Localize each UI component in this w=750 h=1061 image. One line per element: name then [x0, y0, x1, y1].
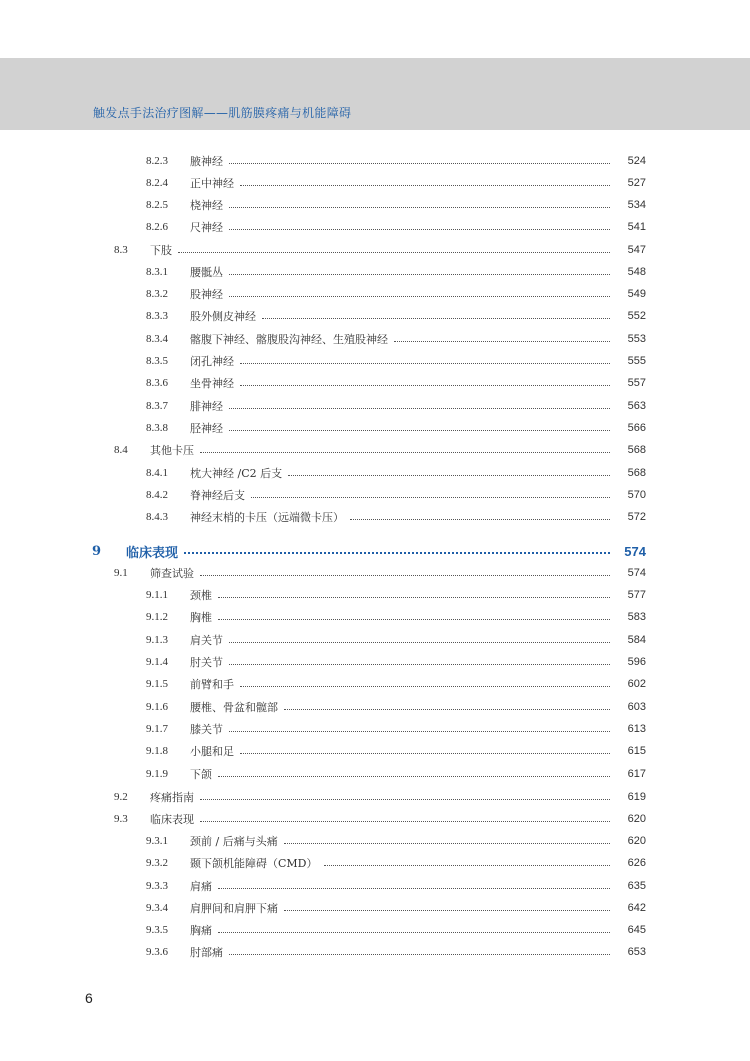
toc-entry-title: 肩痛	[190, 880, 212, 893]
toc-entry-page: 617	[627, 768, 646, 780]
toc-entry[interactable]	[146, 262, 646, 282]
dot-leader	[200, 799, 610, 800]
toc-entry-title: 腋神经	[190, 155, 223, 168]
toc-entry-number: 8.3.3	[146, 310, 168, 322]
toc-entry-title: 腓神经	[190, 400, 223, 413]
dot-leader	[229, 296, 610, 297]
toc-entry-title: 股神经	[190, 288, 223, 301]
toc-entry-number: 9.1.8	[146, 745, 168, 757]
toc-entry-page: 574	[627, 567, 646, 579]
toc-entry[interactable]	[146, 741, 646, 761]
toc-entry-page: 568	[627, 467, 646, 479]
toc-entry-number: 9.3.1	[146, 835, 168, 847]
toc-entry-number: 8.3.8	[146, 422, 168, 434]
toc-entry-number: 9.1.4	[146, 656, 168, 668]
toc-entry-number: 9.1.9	[146, 768, 168, 780]
toc-entry-page: 613	[627, 723, 646, 735]
toc-entry-number: 9.1.7	[146, 723, 168, 735]
toc-entry-title: 肩胛间和肩胛下痛	[190, 902, 278, 915]
toc-entry-page: 552	[627, 310, 646, 322]
toc-entry-title: 胸痛	[190, 924, 212, 937]
toc-entry-page: 541	[627, 221, 646, 233]
dot-leader	[284, 709, 610, 710]
toc-entry[interactable]	[146, 764, 646, 784]
dot-leader	[262, 318, 610, 319]
toc-entry-title: 正中神经	[190, 177, 234, 190]
toc-entry[interactable]	[114, 809, 646, 829]
toc-entry-number: 9.3.2	[146, 857, 168, 869]
toc-entry-page: 619	[627, 791, 646, 803]
toc-entry[interactable]	[146, 173, 646, 193]
toc-entry-page: 615	[627, 745, 646, 757]
dot-leader	[218, 932, 610, 933]
toc-entry-page: 566	[627, 422, 646, 434]
dot-leader	[240, 686, 610, 687]
dot-leader	[350, 519, 610, 520]
toc-entry[interactable]	[146, 329, 646, 349]
dot-leader	[218, 597, 610, 598]
dot-leader	[178, 252, 610, 253]
dot-leader	[284, 910, 610, 911]
toc-entry-number: 9.1	[114, 567, 128, 579]
toc-entry-number: 9.1.5	[146, 678, 168, 690]
dot-leader	[240, 753, 610, 754]
toc-entry[interactable]	[146, 507, 646, 527]
toc-entry-page: 653	[627, 946, 646, 958]
dot-leader	[229, 229, 610, 230]
toc-entry-title: 下肢	[150, 244, 172, 257]
toc-entry[interactable]	[146, 942, 646, 962]
dot-leader	[229, 274, 610, 275]
toc-entry-number: 8.3.5	[146, 355, 168, 367]
toc-entry[interactable]	[146, 284, 646, 304]
page-number: 6	[85, 990, 93, 1006]
dot-leader	[229, 954, 610, 955]
toc-entry-page: 524	[627, 155, 646, 167]
toc-entry-title: 腰椎、骨盆和髋部	[190, 701, 278, 714]
toc-entry[interactable]	[146, 373, 646, 393]
toc-entry-page: 602	[627, 678, 646, 690]
toc-entry[interactable]	[146, 630, 646, 650]
dot-leader	[200, 575, 610, 576]
toc-entry-page: 584	[627, 634, 646, 646]
dot-leader	[324, 865, 611, 866]
toc-entry-number: 9	[92, 543, 102, 559]
toc-entry-page: 568	[627, 444, 646, 456]
toc-entry[interactable]	[146, 463, 646, 483]
toc-entry-number: 8.3.6	[146, 377, 168, 389]
toc-entry-page: 583	[627, 611, 646, 623]
toc-entry-page: 620	[627, 813, 646, 825]
toc-entry-title: 颈前 / 后痛与头痛	[190, 835, 278, 848]
toc-entry-page: 635	[627, 880, 646, 892]
toc-entry-page: 557	[627, 377, 646, 389]
dot-leader	[229, 408, 610, 409]
dot-leader	[218, 776, 610, 777]
toc-entry[interactable]	[146, 920, 646, 940]
toc-entry-title: 临床表现	[126, 545, 179, 561]
toc-entry[interactable]	[114, 240, 646, 260]
toc-entry[interactable]	[146, 674, 646, 694]
toc-entry-number: 8.4.2	[146, 489, 168, 501]
dot-leader	[200, 452, 610, 453]
toc-entry-page: 549	[627, 288, 646, 300]
toc-entry-title: 桡神经	[190, 199, 223, 212]
toc-entry-number: 9.3.5	[146, 924, 168, 936]
toc-entry[interactable]	[146, 396, 646, 416]
toc-entry[interactable]	[146, 853, 646, 873]
toc-entry-number: 8.3.4	[146, 333, 168, 345]
toc-entry-page: 603	[627, 701, 646, 713]
toc-entry[interactable]	[146, 876, 646, 896]
toc-entry[interactable]	[146, 351, 646, 371]
toc-entry[interactable]	[146, 485, 646, 505]
toc-entry[interactable]	[114, 440, 646, 460]
toc-entry-title: 前臂和手	[190, 678, 234, 691]
toc-entry-page: 645	[627, 924, 646, 936]
toc-entry[interactable]	[92, 541, 646, 561]
toc-entry-title: 颞下颌机能障碍（CMD）	[190, 857, 318, 870]
toc-entry[interactable]	[146, 607, 646, 627]
toc-entry-title: 下颌	[190, 768, 212, 781]
toc-entry-title: 肘部痛	[190, 946, 223, 959]
toc-entry-number: 8.2.5	[146, 199, 168, 211]
toc-entry-number: 8.4.1	[146, 467, 168, 479]
toc-entry-page: 642	[627, 902, 646, 914]
toc-entry-page: 555	[627, 355, 646, 367]
toc-entry-number: 8.2.3	[146, 155, 168, 167]
toc-entry-page: 577	[627, 589, 646, 601]
dot-leader	[284, 843, 610, 844]
toc-entry[interactable]	[146, 151, 646, 171]
running-title: 触发点手法治疗图解——肌筋膜疼痛与机能障碍	[93, 106, 352, 120]
dot-leader	[229, 207, 610, 208]
dot-leader	[184, 552, 610, 554]
toc-entry-title: 小腿和足	[190, 745, 234, 758]
toc-entry-page: 527	[627, 177, 646, 189]
toc-entry-page: 563	[627, 400, 646, 412]
toc-entry-page: 534	[627, 199, 646, 211]
toc-entry-page: 553	[627, 333, 646, 345]
toc-entry-number: 9.2	[114, 791, 128, 803]
toc-entry-title: 股外侧皮神经	[190, 310, 256, 323]
toc-entry-number: 9.1.6	[146, 701, 168, 713]
toc-entry-title: 胸椎	[190, 611, 212, 624]
toc-entry-title: 枕大神经 /C2 后支	[190, 467, 283, 480]
dot-leader	[218, 619, 610, 620]
toc-entry-number: 8.2.4	[146, 177, 168, 189]
toc-entry-page: 572	[627, 511, 646, 523]
toc-entry[interactable]	[146, 898, 646, 918]
toc-entry-number: 8.2.6	[146, 221, 168, 233]
toc-entry-title: 肩关节	[190, 634, 223, 647]
toc-entry-number: 8.3.7	[146, 400, 168, 412]
dot-leader	[251, 497, 610, 498]
toc-entry-page: 547	[627, 244, 646, 256]
toc-entry-number: 9.3.4	[146, 902, 168, 914]
toc-entry-number: 9.3	[114, 813, 128, 825]
toc-entry-title: 其他卡压	[150, 444, 194, 457]
dot-leader	[229, 430, 610, 431]
toc-entry-title: 坐骨神经	[190, 377, 234, 390]
toc-entry-page: 548	[627, 266, 646, 278]
toc-entry-title: 髂腹下神经、髂腹股沟神经、生殖股神经	[190, 333, 388, 346]
toc-entry[interactable]	[146, 195, 646, 215]
toc-entry[interactable]	[146, 418, 646, 438]
dot-leader	[240, 363, 610, 364]
toc-entry-number: 8.4	[114, 444, 128, 456]
dot-leader	[229, 664, 610, 665]
dot-leader	[229, 642, 610, 643]
toc-entry-title: 疼痛指南	[150, 791, 194, 804]
dot-leader	[288, 475, 610, 476]
dot-leader	[229, 731, 610, 732]
toc-entry-title: 神经末梢的卡压（远端微卡压）	[190, 511, 344, 524]
toc-entry-title: 胫神经	[190, 422, 223, 435]
toc-entry[interactable]	[146, 306, 646, 326]
toc-entry-title: 脊神经后支	[190, 489, 245, 502]
toc-entry-page: 626	[627, 857, 646, 869]
toc-entry-page: 570	[627, 489, 646, 501]
toc-entry[interactable]	[114, 787, 646, 807]
toc-entry-number: 9.1.2	[146, 611, 168, 623]
toc-entry-title: 筛查试验	[150, 567, 194, 580]
toc-entry[interactable]	[146, 652, 646, 672]
toc-entry-page: 596	[627, 656, 646, 668]
toc-entry-number: 8.3.1	[146, 266, 168, 278]
toc-entry-title: 肘关节	[190, 656, 223, 669]
toc-entry-title: 尺神经	[190, 221, 223, 234]
toc-entry-number: 8.4.3	[146, 511, 168, 523]
toc-entry-number: 9.1.1	[146, 589, 168, 601]
toc-entry-title: 临床表现	[150, 813, 194, 826]
dot-leader	[229, 163, 610, 164]
toc-entry[interactable]	[146, 585, 646, 605]
toc-entry-number: 9.3.3	[146, 880, 168, 892]
dot-leader	[240, 385, 610, 386]
toc-entry-number: 8.3	[114, 244, 128, 256]
dot-leader	[218, 888, 610, 889]
toc-entry[interactable]	[114, 563, 646, 583]
toc-entry-title: 腰骶丛	[190, 266, 223, 279]
toc-entry-page: 620	[627, 835, 646, 847]
toc-entry-number: 8.3.2	[146, 288, 168, 300]
toc-entry[interactable]	[146, 697, 646, 717]
toc-entry-number: 9.1.3	[146, 634, 168, 646]
toc-entry-title: 闭孔神经	[190, 355, 234, 368]
dot-leader	[394, 341, 610, 342]
dot-leader	[240, 185, 610, 186]
toc-entry[interactable]	[146, 831, 646, 851]
dot-leader	[200, 821, 610, 822]
toc-entry-number: 9.3.6	[146, 946, 168, 958]
toc-entry[interactable]	[146, 217, 646, 237]
toc-entry-title: 颈椎	[190, 589, 212, 602]
toc-entry-page: 574	[624, 543, 646, 559]
toc-entry[interactable]	[146, 719, 646, 739]
toc-entry-title: 膝关节	[190, 723, 223, 736]
